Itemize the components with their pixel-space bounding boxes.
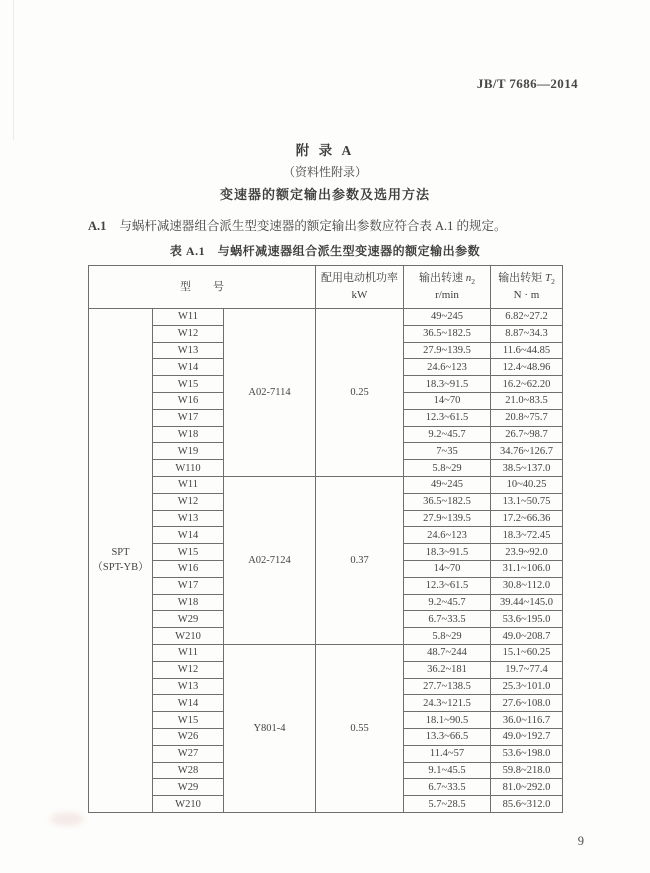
model-cell: W28 [153, 762, 224, 779]
torque-cell: 34.76~126.7 [491, 443, 563, 460]
scan-artifact-smudge [50, 812, 84, 826]
model-cell: W15 [153, 544, 224, 561]
speed-cell: 11.4~57 [404, 745, 491, 762]
model-cell: W29 [153, 611, 224, 628]
speed-cell: 12.3~61.5 [404, 409, 491, 426]
speed-cell: 24.6~123 [404, 527, 491, 544]
speed-cell: 9.2~45.7 [404, 426, 491, 443]
torque-cell: 53.6~198.0 [491, 745, 563, 762]
motor-cell: A02-7114 [224, 309, 316, 477]
speed-cell: 48.7~244 [404, 644, 491, 661]
torque-cell: 17.2~66.36 [491, 510, 563, 527]
model-cell: W27 [153, 745, 224, 762]
header-torque-symbol: T [544, 272, 552, 284]
model-cell: W15 [153, 712, 224, 729]
table-caption: 表 A.1 与蜗杆减速器组合派生型变速器的额定输出参数 [169, 244, 481, 258]
model-cell: W110 [153, 460, 224, 477]
power-cell: 0.25 [316, 309, 404, 477]
speed-cell: 24.3~121.5 [404, 695, 491, 712]
series-label-line1: SPT [111, 547, 130, 559]
model-cell: W19 [153, 443, 224, 460]
model-cell: W11 [153, 309, 224, 326]
header-speed-text: 输出转速 [419, 272, 463, 284]
model-cell: W14 [153, 359, 224, 376]
torque-cell: 26.7~98.7 [491, 426, 563, 443]
model-cell: W13 [153, 678, 224, 695]
torque-cell: 59.8~218.0 [491, 762, 563, 779]
model-cell: W17 [153, 409, 224, 426]
torque-cell: 27.6~108.0 [491, 695, 563, 712]
header-model: 型 号 [89, 266, 316, 309]
model-cell: W14 [153, 527, 224, 544]
model-cell: W12 [153, 493, 224, 510]
speed-cell: 18.3~91.5 [404, 544, 491, 561]
speed-cell: 27.9~139.5 [404, 510, 491, 527]
speed-cell: 9.2~45.7 [404, 594, 491, 611]
torque-cell: 25.3~101.0 [491, 678, 563, 695]
speed-cell: 14~70 [404, 560, 491, 577]
torque-cell: 53.6~195.0 [491, 611, 563, 628]
torque-cell: 12.4~48.96 [491, 359, 563, 376]
model-cell: W18 [153, 594, 224, 611]
clause-text: 与蜗杆减速器组合派生型变速器的额定输出参数应符合表 A.1 的规定。 [119, 219, 507, 233]
speed-cell: 5.8~29 [404, 460, 491, 477]
torque-cell: 81.0~292.0 [491, 779, 563, 796]
torque-cell: 85.6~312.0 [491, 796, 563, 813]
header-speed-subscript: 2 [471, 277, 475, 287]
header-speed-symbol: n [465, 272, 472, 284]
output-parameters-table [88, 265, 563, 813]
appendix-heading-block [0, 139, 650, 203]
torque-cell: 39.44~145.0 [491, 594, 563, 611]
model-cell: W13 [153, 342, 224, 359]
torque-cell: 49.0~208.7 [491, 628, 563, 645]
torque-cell: 11.6~44.85 [491, 342, 563, 359]
model-cell: W12 [153, 325, 224, 342]
header-torque-text: 输出转矩 [498, 272, 543, 284]
motor-cell: Y801-4 [224, 644, 316, 812]
clause-a1 [88, 216, 578, 234]
speed-cell: 6.7~33.5 [404, 779, 491, 796]
scan-artifact-line [13, 0, 14, 140]
torque-cell: 31.1~106.0 [491, 560, 563, 577]
speed-cell: 24.6~123 [404, 359, 491, 376]
torque-cell: 8.87~34.3 [491, 325, 563, 342]
model-cell: W17 [153, 577, 224, 594]
motor-cell: A02-7124 [224, 476, 316, 644]
header-power [316, 266, 404, 309]
torque-cell: 6.82~27.2 [491, 309, 563, 326]
appendix-subtitle: （资料性附录） [282, 165, 367, 179]
speed-cell: 18.1~90.5 [404, 712, 491, 729]
model-cell: W12 [153, 661, 224, 678]
speed-cell: 7~35 [404, 443, 491, 460]
torque-cell: 18.3~72.45 [491, 527, 563, 544]
model-cell: W210 [153, 796, 224, 813]
speed-cell: 13.3~66.5 [404, 728, 491, 745]
model-cell: W13 [153, 510, 224, 527]
torque-cell: 15.1~60.25 [491, 644, 563, 661]
model-cell: W11 [153, 476, 224, 493]
torque-cell: 10~40.25 [491, 476, 563, 493]
speed-cell: 49~245 [404, 309, 491, 326]
model-cell: W11 [153, 644, 224, 661]
table-header-row [89, 266, 563, 309]
torque-cell: 16.2~62.20 [491, 376, 563, 393]
speed-cell: 18.3~91.5 [404, 376, 491, 393]
speed-cell: 27.9~139.5 [404, 342, 491, 359]
header-torque-subscript: 2 [551, 277, 555, 287]
power-cell: 0.55 [316, 644, 404, 812]
torque-cell: 20.8~75.7 [491, 409, 563, 426]
speed-cell: 9.1~45.5 [404, 762, 491, 779]
series-label-cell [89, 309, 153, 813]
table-row [89, 309, 563, 326]
torque-cell: 49.0~192.7 [491, 728, 563, 745]
table-row [89, 644, 563, 661]
model-cell: W26 [153, 728, 224, 745]
model-cell: W16 [153, 560, 224, 577]
header-speed-label [404, 270, 490, 287]
speed-cell: 14~70 [404, 392, 491, 409]
model-cell: W18 [153, 426, 224, 443]
speed-cell: 6.7~33.5 [404, 611, 491, 628]
page-number: 9 [577, 834, 584, 848]
header-torque-label [491, 270, 562, 287]
speed-cell: 5.8~29 [404, 628, 491, 645]
header-speed-unit: r/min [435, 289, 459, 301]
model-cell: W14 [153, 695, 224, 712]
speed-cell: 27.7~138.5 [404, 678, 491, 695]
table-row [89, 476, 563, 493]
header-speed [404, 266, 491, 309]
header-power-unit: kW [351, 289, 368, 301]
header-torque-unit: N · m [513, 289, 540, 301]
header-power-label: 配用电动机功率 [321, 272, 398, 284]
torque-cell: 30.8~112.0 [491, 577, 563, 594]
torque-cell: 36.0~116.7 [491, 712, 563, 729]
torque-cell: 13.1~50.75 [491, 493, 563, 510]
table-body [89, 309, 563, 813]
speed-cell: 36.5~182.5 [404, 325, 491, 342]
model-cell: W210 [153, 628, 224, 645]
speed-cell: 5.7~28.5 [404, 796, 491, 813]
model-cell: W16 [153, 392, 224, 409]
speed-cell: 36.2~181 [404, 661, 491, 678]
speed-cell: 12.3~61.5 [404, 577, 491, 594]
header-torque [491, 266, 563, 309]
appendix-heading: 变速器的额定输出参数及选用方法 [219, 187, 430, 202]
model-cell: W29 [153, 779, 224, 796]
torque-cell: 21.0~83.5 [491, 392, 563, 409]
appendix-title: 附 录 A [295, 143, 355, 158]
model-cell: W15 [153, 376, 224, 393]
clause-number: A.1 [88, 219, 107, 233]
torque-cell: 19.7~77.4 [491, 661, 563, 678]
power-cell: 0.37 [316, 476, 404, 644]
speed-cell: 49~245 [404, 476, 491, 493]
torque-cell: 23.9~92.0 [491, 544, 563, 561]
series-label-line2: （SPT-YB） [92, 562, 149, 574]
speed-cell: 36.5~182.5 [404, 493, 491, 510]
torque-cell: 38.5~137.0 [491, 460, 563, 477]
doc-number: JB/T 7686—2014 [476, 76, 578, 91]
